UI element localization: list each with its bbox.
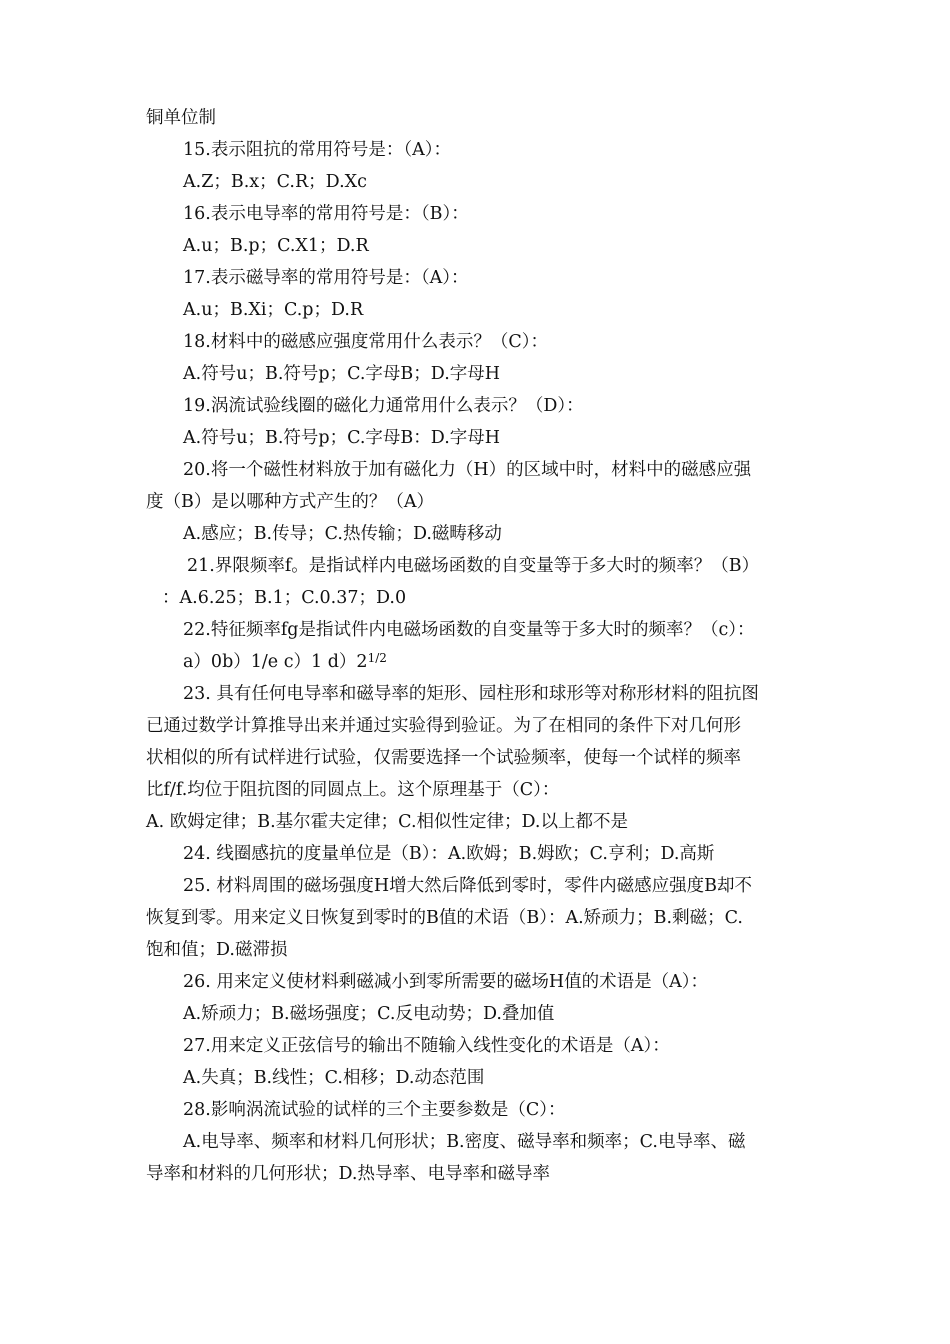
- answer-options-16: A.u；B.p；C.X1；D.R: [183, 236, 369, 256]
- question-23-line-1: 23. 具有任何电导率和磁导率的矩形、园柱形和球形等对称形材料的阻抗图: [183, 684, 759, 704]
- answer-options-18: A.符号u；B.符号p；C.字母B；D.字母H: [183, 364, 501, 384]
- question-25-line-3: 饱和值；D.磁滞损: [146, 940, 288, 960]
- question-23-line-2: 已通过数学计算推导出来并通过实验得到验证。为了在相同的条件下对几何形: [146, 716, 741, 736]
- answer-options-15: A.Z；B.x；C.R；D.Xc: [183, 172, 367, 192]
- question-19: 19.涡流试验线圈的磁化力通常用什么表示？（D）：: [183, 396, 584, 416]
- question-18: 18.材料中的磁感应强度常用什么表示？（C）：: [183, 332, 548, 352]
- question-20-line-2: 度（B）是以哪种方式产生的？（A）: [146, 492, 434, 512]
- question-25-line-2: 恢复到零。用来定义日恢复到零时的B值的术语（B）：A.矫顽力；B.剩磁；C.: [146, 908, 743, 928]
- answer-options-23: A. 欧姆定律；B.基尔霍夫定律；C.相似性定律；D.以上都不是: [146, 812, 628, 832]
- answer-options-22-text: a）0b）1/e c）1 d）2: [183, 652, 368, 672]
- question-17: 17.表示磁导率的常用符号是：（A）：: [183, 268, 469, 288]
- answer-options-20: A.感应；B.传导；C.热传输；D.磁畴移动: [183, 524, 502, 544]
- question-22: 22.特征频率fg是指试件内电磁场函数的自变量等于多大时的频率？（c）：: [183, 620, 755, 640]
- question-23-line-4: 比f/f.均位于阻抗图的同圆点上。这个原理基于（C）：: [146, 780, 560, 800]
- document-body: [146, 102, 810, 1190]
- question-26: 26. 用来定义使材料剩磁减小到零所需要的磁场H值的术语是（A）：: [183, 972, 709, 992]
- question-24: 24. 线圈感抗的度量单位是（B）：A.欧姆；B.姆欧；C.亨利；D.高斯: [183, 844, 715, 864]
- answer-options-27: A.失真；B.线性；C.相移；D.动态范围: [183, 1068, 485, 1088]
- answer-options-21: ：A.6.25；B.1；C.0.37；D.0: [162, 588, 407, 608]
- question-21: 21.界限频率f。是指试样内电磁场函数的自变量等于多大时的频率？（B）: [187, 556, 760, 576]
- answer-options-28-line-1: A.电导率、频率和材料几何形状；B.密度、磁导率和频率；C.电导率、磁: [183, 1132, 746, 1152]
- answer-options-17: A.u；B.Xi；C.p；D.R: [183, 300, 364, 320]
- answer-options-26: A.矫顽力；B.磁场强度；C.反电动势；D.叠加值: [183, 1004, 555, 1024]
- question-28: 28.影响涡流试验的试样的三个主要参数是（C）：: [183, 1100, 566, 1120]
- question-20-line-1: 20.将一个磁性材料放于加有磁化力（H）的区域中时，材料中的磁感应强: [183, 460, 752, 480]
- question-16: 16.表示电导率的常用符号是：（B）：: [183, 204, 469, 224]
- question-27: 27.用来定义正弦信号的输出不随输入线性变化的术语是（A）：: [183, 1036, 670, 1056]
- text-line-unit-system: 铜单位制: [146, 108, 216, 128]
- superscript-half: 1/2: [367, 651, 387, 665]
- question-23-line-3: 状相似的所有试样进行试验，仅需要选择一个试验频率，使每一个试样的频率: [146, 748, 741, 768]
- question-25-line-1: 25. 材料周围的磁场强度H增大然后降低到零时，零件内磁感应强度B却不: [183, 876, 753, 896]
- answer-options-22: [146, 646, 810, 678]
- answer-options-28-line-2: 导率和材料的几何形状；D.热导率、电导率和磁导率: [146, 1164, 550, 1184]
- question-15: 15.表示阻抗的常用符号是：（A）：: [183, 140, 451, 160]
- answer-options-19: A.符号u；B.符号p；C.字母B：D.字母H: [183, 428, 501, 448]
